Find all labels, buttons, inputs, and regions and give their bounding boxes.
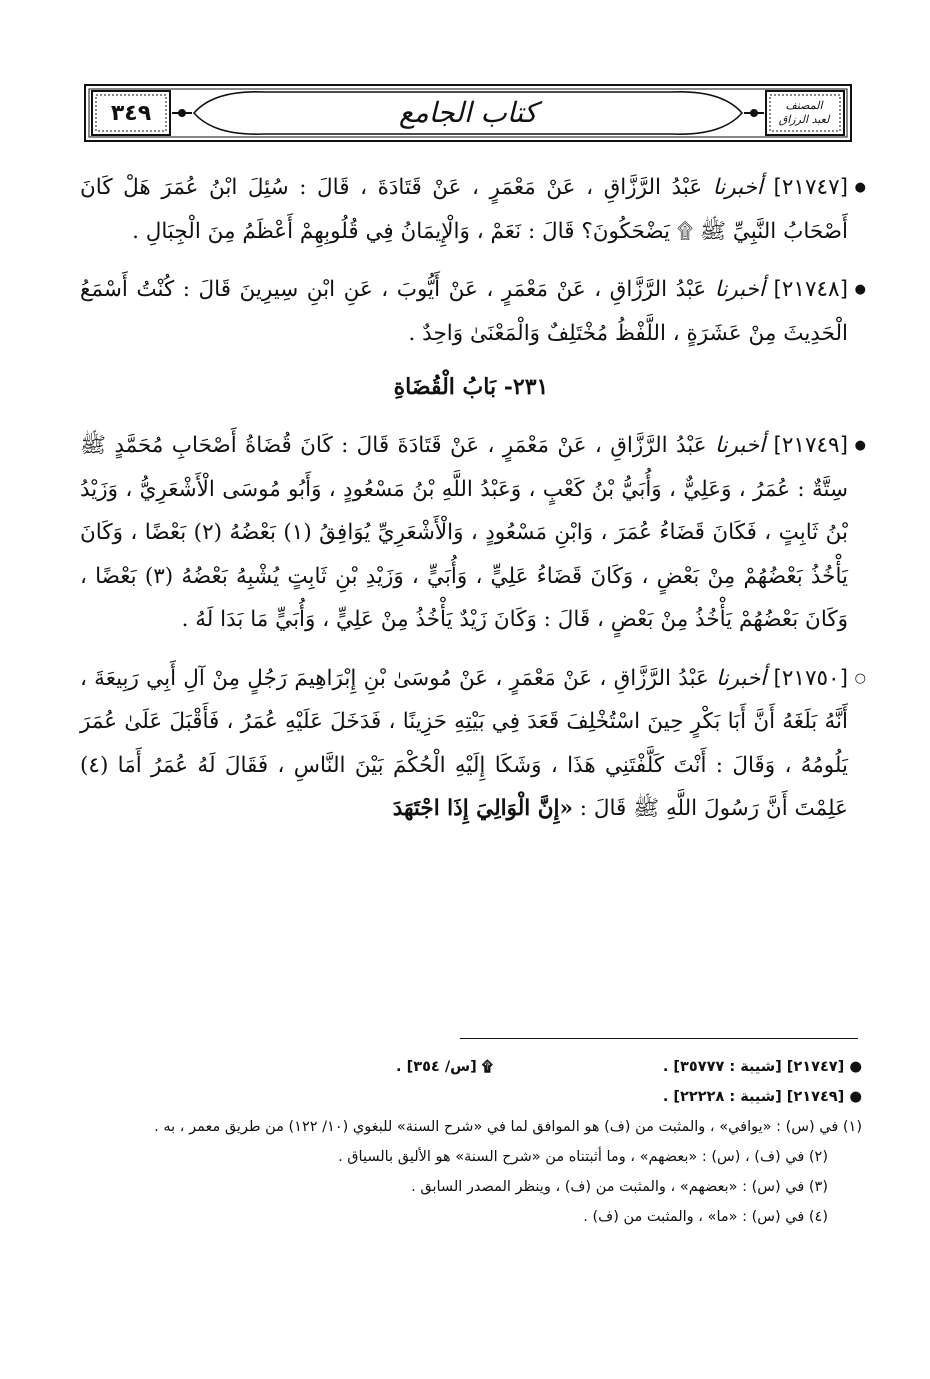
- hadith-via: أخبرنا: [716, 665, 767, 691]
- hadith-marker: ○: [854, 670, 866, 686]
- hadith-text-bold: «إِنَّ الْوَالِيَ إِذَا اجْتَهَدَ: [392, 796, 573, 821]
- footnote-1: (١) في (س) : «يوافي» ، والمثبت من (ف) هو الموافق لما في «شرح السنة» للبغوي (١٠/ ١٢٢) من طريق معمر ، به .: [154, 1119, 862, 1135]
- hadith-text: عَبْدُ الرَّزَّاقِ ، عَنْ مَعْمَرٍ ، عَنْ قَتَادَةَ ، قَالَ : سُئِلَ ابْنُ عُمَرَ هَلْ كَانَ أَصْحَابُ النَّبِيِّ ﷺ ۩ يَضْحَكُونَ؟ قَالَ : نَعَمْ ، وَالْإِيمَانُ فِي قُلُوبِهِمْ أَعْظَمُ مِنَ الْجِبَالِ .: [80, 175, 848, 244]
- footnote-ref-21747: ● [٢١٧٤٧] [شيبة : ٣٥٧٧٧] .: [662, 1059, 862, 1075]
- footnotes: [80, 1052, 862, 1232]
- footnote-4: (٤) في (س) : «ما» ، والمثبت من (ف) .: [583, 1209, 828, 1225]
- hadith-marker: ●: [854, 438, 866, 453]
- footnote-refs-row: [80, 1052, 862, 1082]
- page-header: [84, 84, 852, 142]
- footnote-2: (٢) في (ف) ، (س) : «بعضهم» ، وما أثبتناه من «شرح السنة» هو الأليق بالسياق .: [338, 1149, 828, 1165]
- hadith-via: أخبرنا: [712, 175, 763, 200]
- book-title: كتاب الجامع: [398, 95, 538, 129]
- hadith-number: [٢١٧٤٨]: [773, 277, 848, 302]
- footnote-ref-page: ۩ [س/ ٣٥٤] .: [396, 1059, 493, 1075]
- hadith-number: [٢١٧٤٩]: [773, 433, 848, 458]
- hadith-21750: [80, 657, 866, 831]
- hadith-text: عَبْدُ الرَّزَّاقِ ، عَنْ مَعْمَرٍ ، عَنْ قَتَادَةَ قَالَ : كَانَ قُضَاةُ أَصْحَابِ مُحَمَّدٍ ﷺ سِتَّةٌ : عُمَرُ ، وَعَلِيٌّ ، وَأُبَيُّ بْنُ كَعْبٍ ، وَعَبْدُ اللَّهِ بْنُ مَسْعُودٍ ، وَأَبُو مُوسَى الْأَشْعَرِيُّ ، وَزَيْدُ بْنُ ثَابِتٍ ، فَكَانَ قَضَاءُ عُمَرَ ، وَابْنِ مَسْعُودٍ ، وَالْأَشْعَرِيِّ يُوَافِقُ (١) بَعْضُهُ (٢) بَعْضًا ، وَكَانَ يَأْخُذُ بَعْضُهُمْ مِنْ بَعْضٍ ، وَكَانَ قَضَاءُ عَلِيٍّ ، وَأُبَيٍّ ، وَزَيْدِ بْنِ ثَابِتٍ يُشْبِهُ بَعْضُهُ (٣) بَعْضًا ، وَكَانَ بَعْضُهُمْ يَأْخُذُ مِنْ بَعْضٍ ، قَالَ : وَكَانَ زَيْدٌ يَأْخُذُ مِنْ عَلِيٍّ ، وَأُبَيٍّ مَا بَدَا لَهُ .: [80, 433, 848, 632]
- footnote-divider: [460, 1038, 858, 1039]
- hadith-number: [٢١٧٥٠]: [773, 665, 848, 691]
- hadith-via: أخبرنا: [714, 433, 766, 458]
- hadith-marker: ●: [854, 180, 866, 195]
- main-text: [80, 166, 866, 846]
- hadith-21748: [80, 268, 866, 355]
- footnote-3: (٣) في (س) : «بعضهم» ، والمثبت من (ف) ، وينظر المصدر السابق .: [411, 1179, 828, 1195]
- chapter-heading: ٢٣١- بَابُ الْقُضَاةِ: [393, 374, 549, 400]
- footnote-ref-21749: ● [٢١٧٤٩] [شيبة : ٢٢٢٢٨] .: [662, 1089, 862, 1105]
- hadith-21749: [80, 424, 866, 642]
- hadith-number: [٢١٧٤٧]: [773, 175, 849, 200]
- badge-line-1: المصنف: [785, 99, 823, 112]
- page-number: ٣٤٩: [110, 100, 152, 126]
- hadith-21747: [80, 166, 866, 253]
- badge-line-2: لعبد الرزاق: [778, 113, 830, 126]
- hadith-marker: ●: [854, 282, 866, 297]
- book-badge: [768, 92, 840, 134]
- hadith-text: عَبْدُ الرَّزَّاقِ ، عَنْ مَعْمَرٍ ، عَنْ أَيُّوبَ ، عَنِ ابْنِ سِيرِينَ قَالَ : كُنْتُ أَسْمَعُ الْحَدِيثَ مِنْ عَشَرَةٍ ، اللَّفْظُ مُخْتَلِفٌ وَالْمَعْنَىٰ وَاحِدٌ .: [80, 277, 848, 346]
- hadith-text: عَبْدُ الرَّزَّاقِ ، عَنْ مَعْمَرٍ ، عَنْ مُوسَىٰ بْنِ إِبْرَاهِيمَ رَجُلٍ مِنْ آلِ أَبِي رَبِيعَةَ ، أَنَّهُ بَلَغَهُ أَنَّ أَبَا بَكْرٍ حِينَ اسْتُخْلِفَ قَعَدَ فِي بَيْتِهِ حَزِينًا ، فَدَخَلَ عَلَيْهِ عُمَرُ ، فَأَقْبَلَ عَلَىٰ عُمَرَ يَلُومُهُ ، وَقَالَ : أَنْتَ كَلَّفْتَنِي هَذَا ، وَشَكَا إِلَيْهِ الْحُكْمَ بَيْنَ النَّاسِ ، فَقَالَ لَهُ عُمَرُ أَمَا (٤) عَلِمْتَ أَنَّ رَسُولَ اللَّهِ ﷺ قَالَ :: [80, 665, 848, 821]
- hadith-via: أخبرنا: [714, 277, 765, 302]
